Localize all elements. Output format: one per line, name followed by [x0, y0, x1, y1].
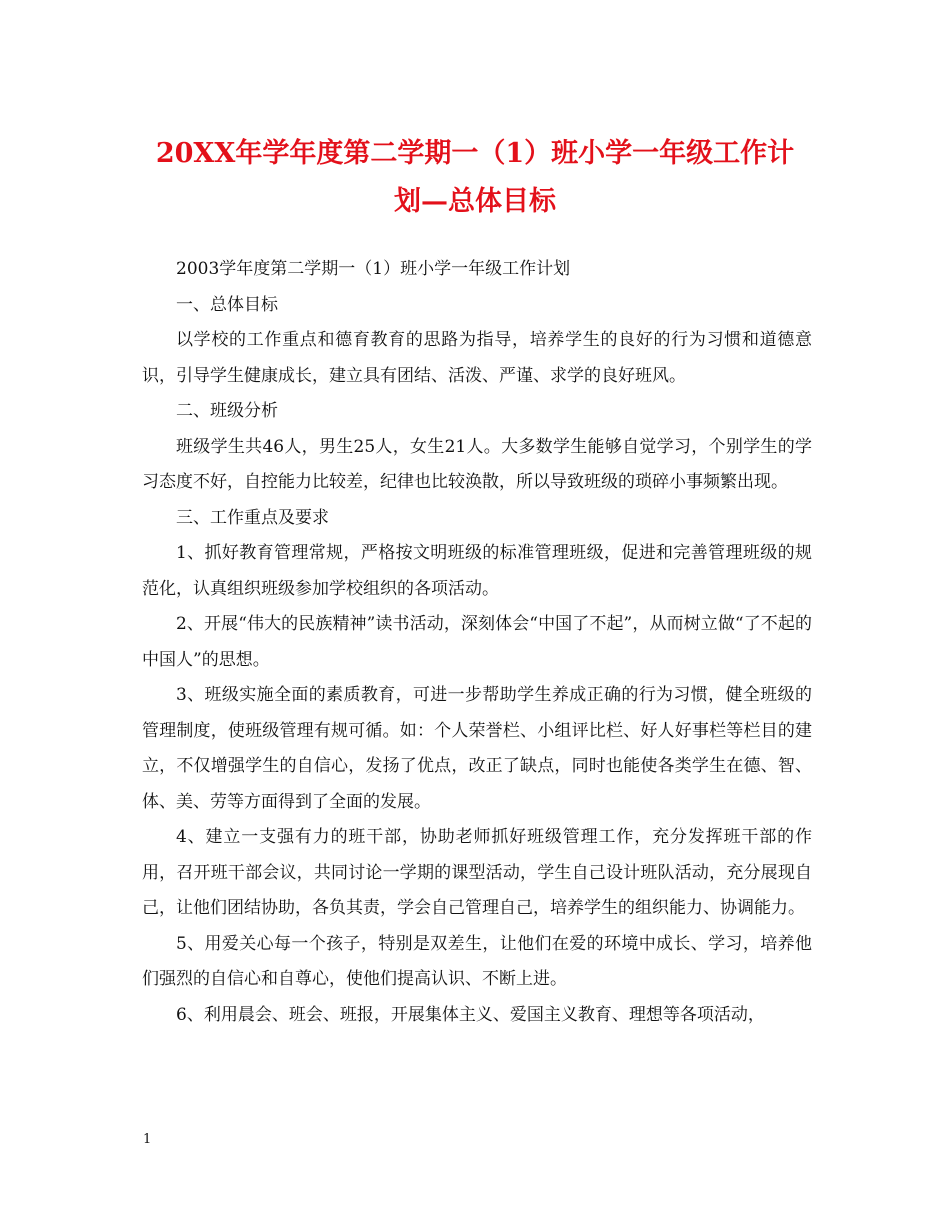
section-heading-class-analysis: 二、班级分析 — [176, 401, 278, 421]
paragraph-item-3: 3、班级实施全面的素质教育，可进一步帮助学生养成正确的行为习惯，健全班级的管理制度，使班级管理有规可循。如：个人荣誉栏、小组评比栏、好人好事栏等栏目的建立，不仅增强学生的自信心，发扬了优点，改正了缺点，同时也能使各类学生在德、智、体、美、劳等方面得到了全面的发展。 — [142, 685, 812, 812]
paragraph-overall-goal: 以学校的工作重点和德育教育的思路为指导，培养学生的良好的行为习惯和道德意识，引导学生健康成长，建立具有团结、活泼、严谨、求学的良好班风。 — [142, 330, 812, 386]
paragraph-item-5: 5、用爱关心每一个孩子，特别是双差生，让他们在爱的环境中成长、学习，培养他们强烈的自信心和自尊心，使他们提高认识、不断上进。 — [142, 933, 812, 989]
page-number: 1 — [143, 1132, 152, 1147]
paragraph-plan-heading: 2003学年度第二学期一（1）班小学一年级工作计划 — [176, 259, 571, 279]
paragraph-item-6: 6、利用晨会、班会、班报，开展集体主义、爱国主义教育、理想等各项活动， — [176, 1004, 765, 1025]
title-line-1: 20XX年学年度第二学期一（1）班小学一年级工作计 — [155, 138, 795, 169]
paragraph-item-2: 2、开展“伟大的民族精神”读书活动，深刻体会“中国了不起”，从而树立做“了不起的中国人”的思想。 — [142, 614, 812, 670]
section-heading-work-focus: 三、工作重点及要求 — [176, 507, 329, 528]
document-body — [142, 252, 812, 1033]
paragraph-class-analysis: 班级学生共46人，男生25人，女生21人。大多数学生能够自觉学习，个别学生的学习态度不好，自控能力比较差，纪律也比较涣散，所以导致班级的琐碎小事频繁出现。 — [142, 436, 812, 492]
document-title — [140, 130, 810, 226]
title-line-2: 划—总体目标 — [394, 186, 556, 217]
section-heading-overall-goal: 一、总体目标 — [176, 294, 278, 315]
paragraph-item-4: 4、建立一支强有力的班干部，协助老师抓好班级管理工作，充分发挥班干部的作用，召开班干部会议，共同讨论一学期的课型活动，学生自己设计班队活动，充分展现自己，让他们团结协助，各负其责，学会自己管理自己，培养学生的组织能力、协调能力。 — [142, 827, 812, 918]
paragraph-item-1: 1、抓好教育管理常规，严格按文明班级的标准管理班级，促进和完善管理班级的规范化，认真组织班级参加学校组织的各项活动。 — [142, 543, 812, 599]
